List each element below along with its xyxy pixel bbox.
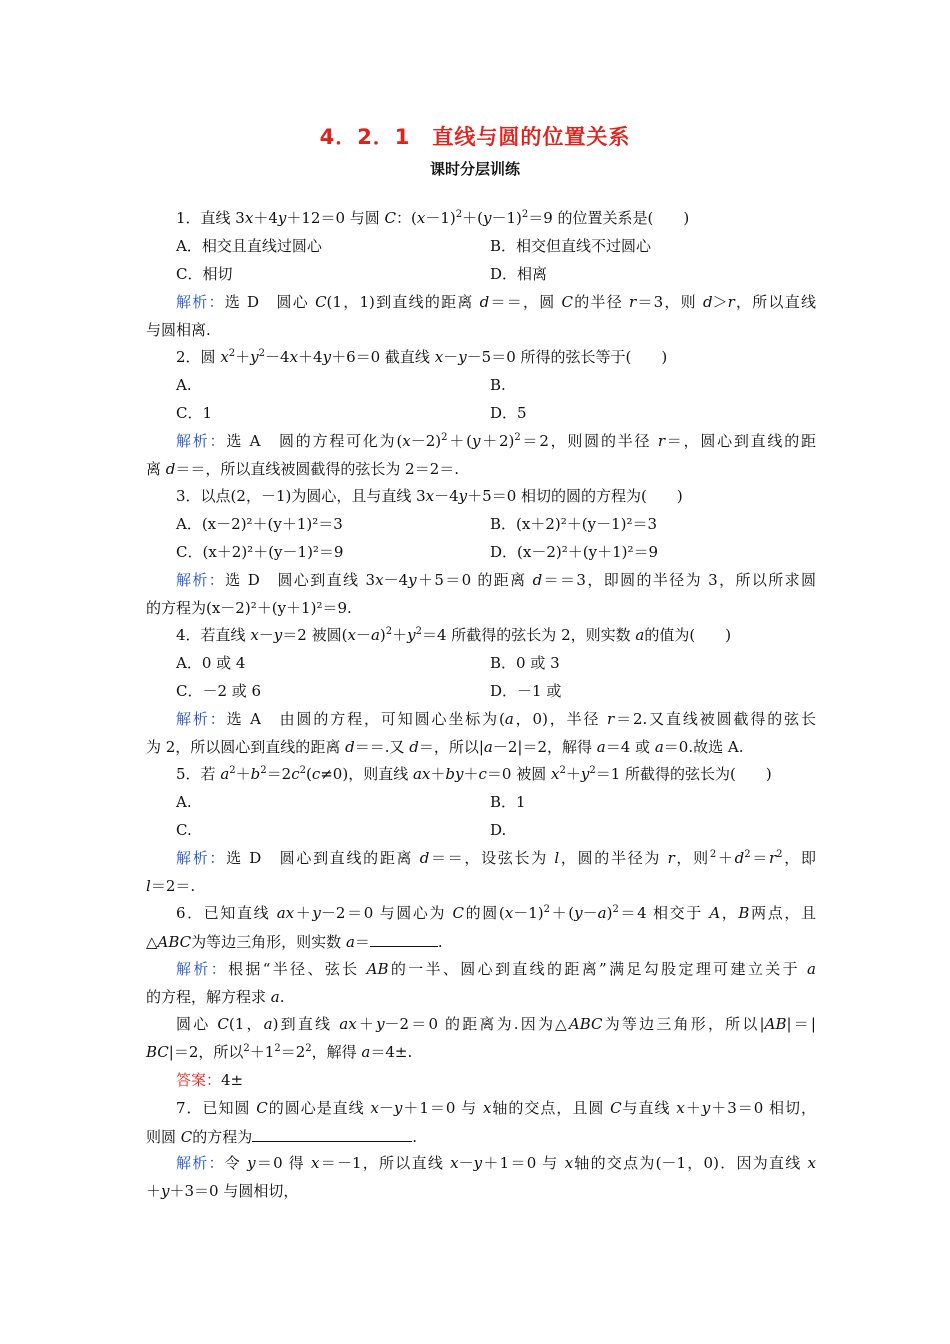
q7-answer-blank[interactable] — [252, 1125, 412, 1142]
q3-option-c: C．(x＋2)²＋(y－1)²＝9 — [176, 543, 344, 561]
q2-solution-cont: 离 d＝＝，所以直线被圆截得的弦长为 2＝2＝. — [146, 460, 460, 478]
q6-solution-detail-cont: BC|＝2，所以$^2+1^2=2^2$，解得 a＝4±. — [146, 1043, 413, 1061]
q2-solution: 解析：选 A 圆的方程可化为$(x-2)^2+(y+2)^2=2$，则圆的半径 r＝，圆心到直线的距 — [176, 432, 816, 450]
q5-stem: 5．若 $a^2+b^2=2c^2(c\ne 0)$，则直线 ax＋by＋c＝0 被圆 $x^2+y^2=1$ 所截得的弦长为( ) — [176, 765, 772, 783]
q4-stem: 4．若直线 x－y＝2 被圆$(x-a)^2+y^2=4$ 所截得的弦长为 2，则实数 a的值为( ) — [176, 626, 732, 644]
q6-answer-blank[interactable] — [370, 930, 438, 947]
q3-option-b: B．(x＋2)²＋(y－1)²＝3 — [490, 515, 658, 533]
q1-option-d: D．相离 — [490, 265, 548, 283]
q1-option-a: A．相交且直线过圆心 — [176, 237, 322, 255]
q7-solution-cont: ＋y＋3＝0 与圆相切， — [146, 1182, 299, 1200]
q5-option-c: C. — [176, 821, 192, 839]
q1-option-c: C．相切 — [176, 265, 233, 283]
q7-stem-cont: 则圆 C的方程为 . — [146, 1125, 816, 1147]
q3-option-a: A．(x－2)²＋(y＋1)²＝3 — [176, 515, 343, 533]
q4-option-b: B．0 或 3 — [490, 654, 560, 672]
q3-solution: 解析：选 D 圆心到直线 3x－4y＋5＝0 的距离 d＝＝3，即圆的半径为 3，所以所求圆 — [176, 571, 816, 589]
q2-option-d: D．5 — [490, 404, 527, 422]
q6-answer: 答案：4± — [176, 1071, 244, 1089]
q6-solution-cont: 的方程，解方程求 a. — [146, 988, 285, 1006]
q1-option-b: B．相交但直线不过圆心 — [490, 237, 652, 255]
q5-option-d: D. — [490, 821, 507, 839]
q4-option-a: A．0 或 4 — [176, 654, 246, 672]
q5-option-b: B．1 — [490, 793, 526, 811]
q6-stem-cont: △ABC为等边三角形，则实数 a＝ . — [146, 930, 816, 952]
q6-stem: 6．已知直线 ax＋y－2＝0 与圆心为 C的圆$(x-1)^2+(y-a)^2=4$ 相交于 A，B两点，且 — [176, 904, 816, 922]
q4-option-c: C．－2 或 6 — [176, 682, 262, 700]
q3-solution-cont: 的方程为(x－2)²＋(y＋1)²＝9. — [146, 599, 352, 617]
q3-stem: 3．以点(2，－1)为圆心，且与直线 3x－4y＋5＝0 相切的圆的方程为( ) — [176, 487, 683, 505]
q5-option-a: A. — [176, 793, 192, 811]
q2-option-c: C．1 — [176, 404, 213, 422]
q1-solution-cont: 与圆相离. — [146, 321, 211, 339]
q1-stem: 1．直线 3x＋4y＋12＝0 与圆 C：$(x-1)^2+(y-1)^2=9$ 的位置关系是( ) — [176, 209, 690, 227]
q6-solution: 解析：根据“半径、弦长 AB的一半、圆心到直线的距离”满足勾股定理可建立关于 a — [176, 960, 816, 978]
q4-solution-cont: 为 2，所以圆心到直线的距离 d＝＝.又 d＝，所以|a－2|＝2，解得 a＝4 或 a＝0.故选 A. — [146, 738, 744, 756]
q3-option-d: D．(x－2)²＋(y＋1)²＝9 — [490, 543, 659, 561]
page-title: 4．2．1 直线与圆的位置关系 — [319, 125, 631, 149]
q4-option-d: D．－1 或 — [490, 682, 562, 700]
q2-option-b: B. — [490, 376, 506, 394]
q5-solution-cont: l＝2＝. — [146, 877, 196, 895]
q7-stem: 7．已知圆 C的圆心是直线 x－y＋1＝0 与 x轴的交点，且圆 C与直线 x＋y＋3＝0 相切， — [176, 1099, 816, 1117]
q4-solution: 解析：选 A 由圆的方程，可知圆心坐标为(a，0)，半径 r＝2.又直线被圆截得的弦长 — [176, 710, 816, 728]
page-subtitle: 课时分层训练 — [429, 160, 520, 178]
q6-solution-detail: 圆心 C(1，a)到直线 ax＋y－2＝0 的距离为.因为△ABC为等边三角形，所以|AB|＝| — [176, 1015, 816, 1033]
q2-option-a: A. — [176, 376, 192, 394]
q5-solution: 解析：选 D 圆心到直线的距离 d＝＝，设弦长为 l，圆的半径为 r，则$^2+d^2=r^2$，即 — [176, 849, 816, 867]
q2-stem: 2．圆 $x^2+y^2-4x+4y+6=0$ 截直线 x－y－5＝0 所得的弦长等于( ) — [176, 348, 668, 366]
q7-solution: 解析：令 y＝0 得 x＝－1，所以直线 x－y＋1＝0 与 x轴的交点为(－1，0)．因为直线 x — [176, 1154, 817, 1172]
q1-solution: 解析：选 D 圆心 C(1，1)到直线的距离 d＝＝，圆 C的半径 r＝3，则 d＞r，所以直线 — [176, 293, 816, 311]
